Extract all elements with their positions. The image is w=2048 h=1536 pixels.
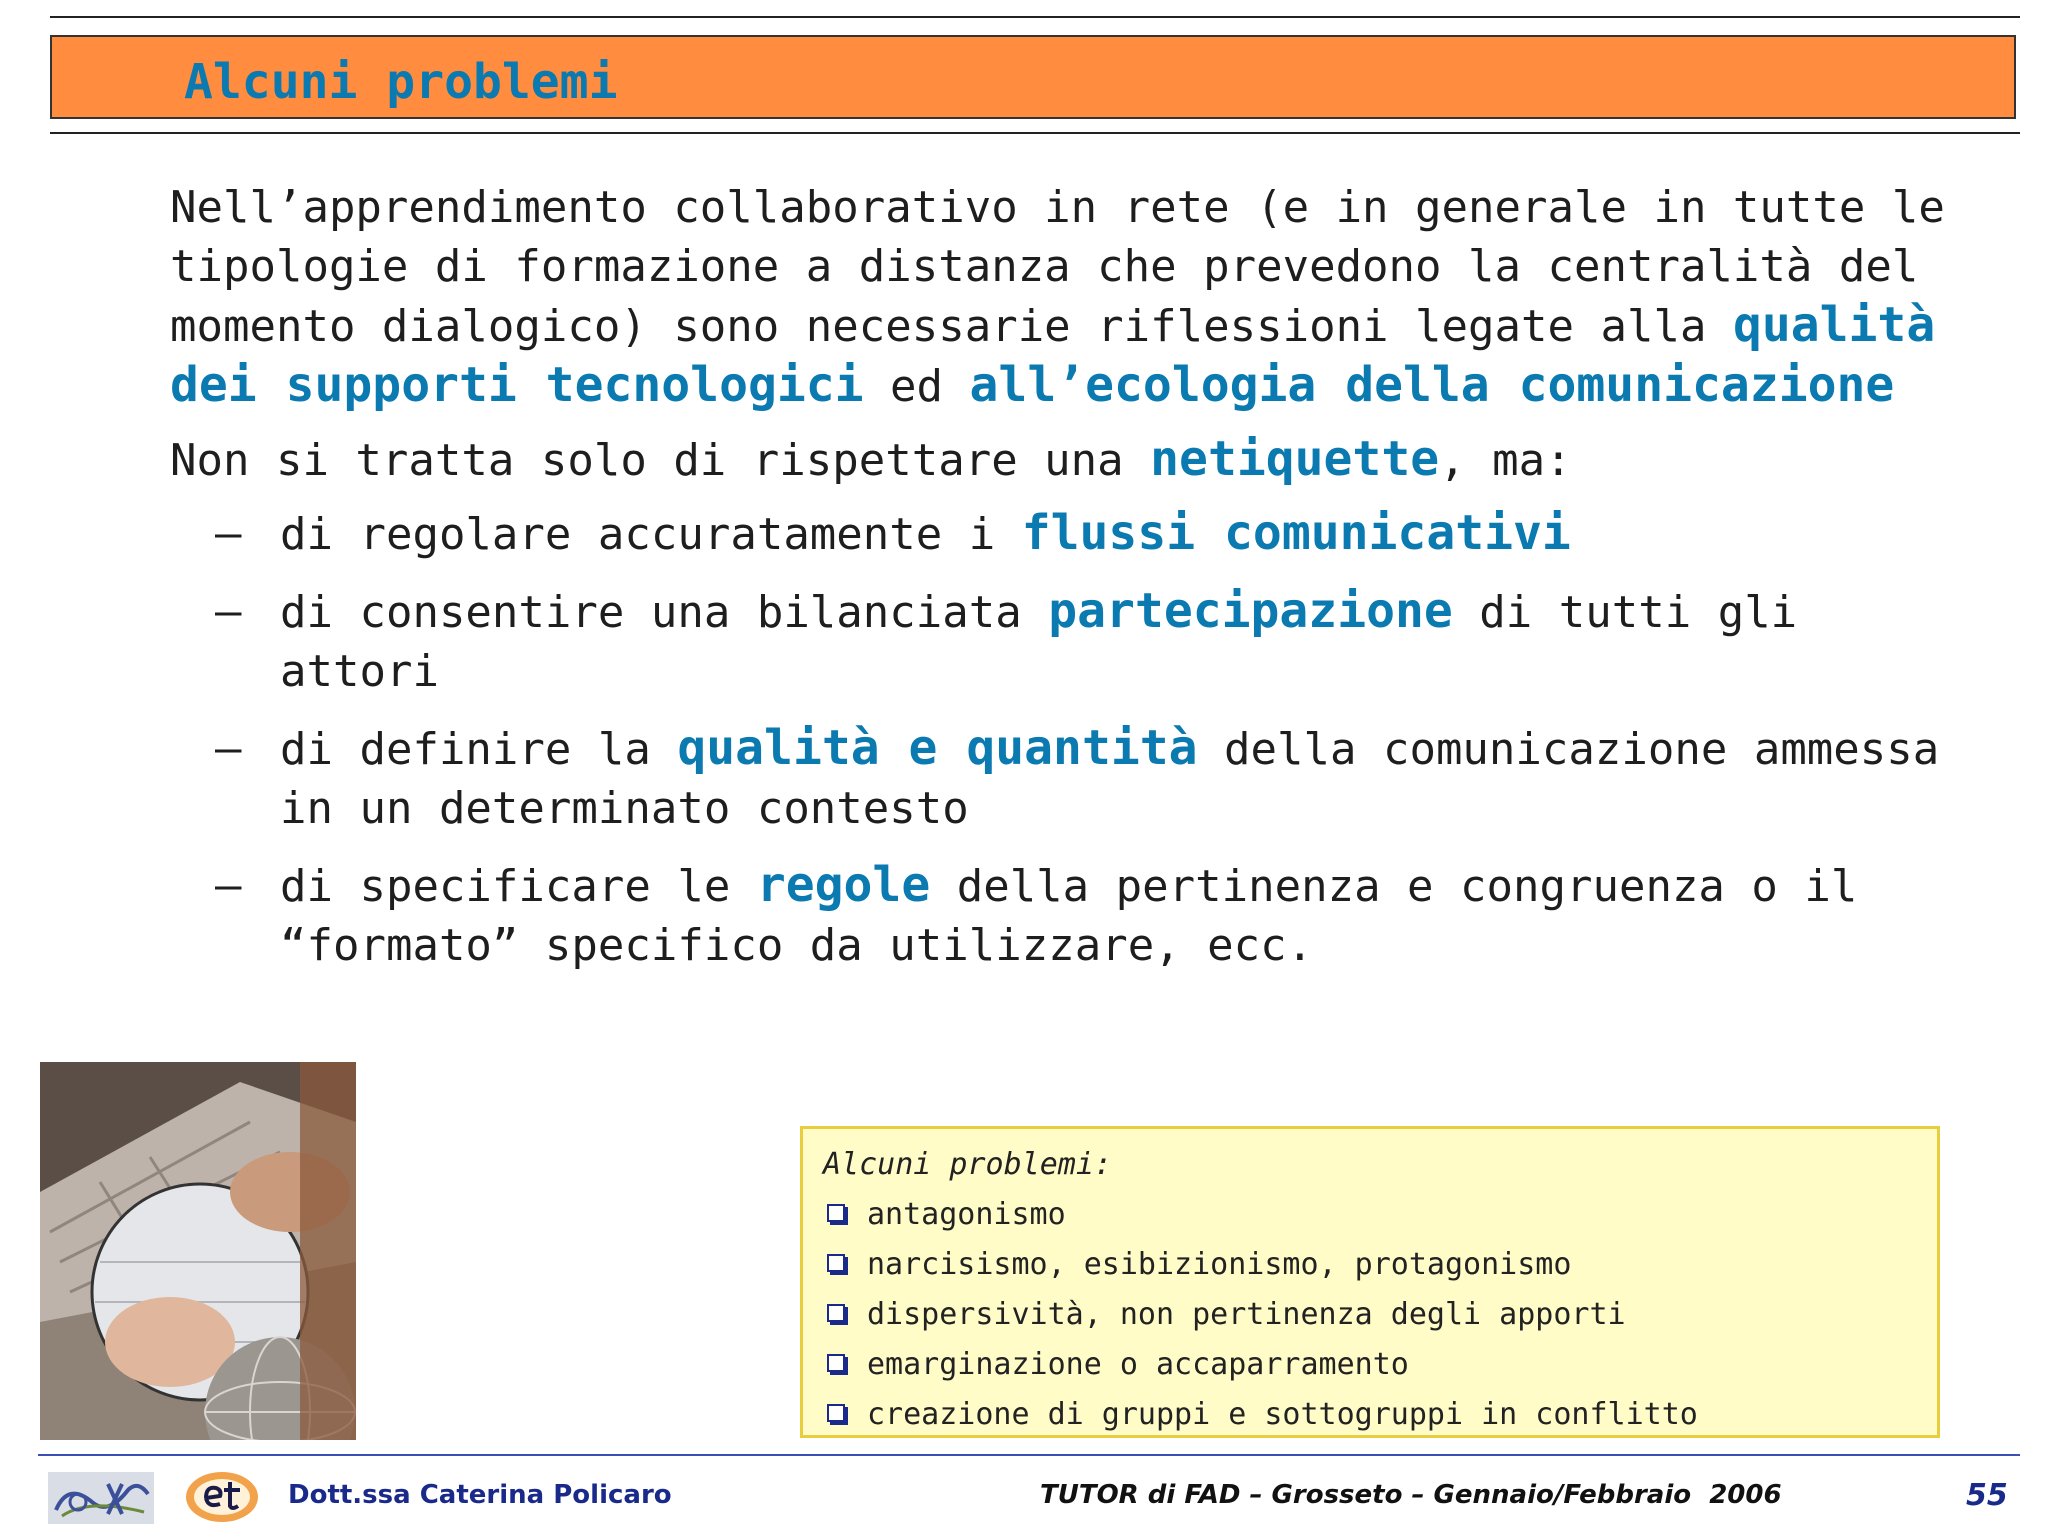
callout-item (823, 1296, 1917, 1346)
checkbox-bullet-icon (827, 1254, 845, 1272)
callout-item-text: narcisismo, esibizionismo, protagonismo (867, 1247, 1572, 1282)
intro-text-a: Nell’apprendimento collaborativo in rete (e in generale in tutte le tipologie di formazione a distanza che prevedono la centralità del momento dialogico) sono necessarie riflessioni legate alla (170, 182, 1972, 352)
bullet-text: di regolare accuratamente i (280, 509, 1022, 560)
bullet-text: di specificare le (280, 861, 757, 912)
callout-item (823, 1246, 1917, 1296)
footer (0, 1462, 2048, 1532)
callout-title: Alcuni problemi: (823, 1147, 1112, 1182)
bullet-text: di consentire una bilanciata (280, 587, 1049, 638)
page-number: 55 (1966, 1478, 2008, 1513)
slide-body (170, 178, 1970, 993)
bullet-item (170, 504, 1970, 564)
netiquette-text-a: Non si tratta solo di rispettare una (170, 435, 1151, 486)
ext-logo-icon (48, 1472, 154, 1524)
bullet-dash: – (215, 723, 242, 774)
highlight-supporti: qualità dei supporti tecnologici (170, 297, 1965, 413)
problems-callout (800, 1126, 1940, 1438)
bullet-text: della comunicazione ammessa in un determinato contesto (280, 724, 1966, 834)
netiquette-paragraph (170, 430, 1970, 490)
intro-text-b: ed (863, 361, 970, 412)
checkbox-bullet-icon (827, 1354, 845, 1372)
callout-item-text: antagonismo (867, 1197, 1066, 1232)
highlight-netiquette: netiquette (1150, 431, 1440, 487)
bullet-dash: – (215, 508, 242, 559)
highlight-ecologia: all’ecologia della comunicazione (969, 357, 1895, 413)
checkbox-bullet-icon (827, 1404, 845, 1422)
keyboard-hand-photo (40, 1062, 356, 1440)
title-underline-rule (50, 132, 2020, 134)
slide-title: Alcuni problemi (184, 54, 618, 110)
footer-author: Dott.ssa Caterina Policaro (288, 1480, 672, 1510)
footer-rule (38, 1454, 2020, 1456)
intro-paragraph (170, 178, 1970, 416)
bullet-text: di tutti gli attori (280, 587, 1824, 697)
top-rule (50, 16, 2020, 18)
bullet-highlight: regole (756, 857, 931, 913)
callout-item (823, 1396, 1917, 1446)
bullet-highlight: qualità e quantità (677, 720, 1198, 776)
bullet-text: della pertinenza e congruenza o il “formato” specifico da utilizzare, ecc. (280, 861, 1884, 971)
callout-item (823, 1196, 1917, 1246)
callout-item-text: creazione di gruppi e sottogruppi in conflitto (867, 1397, 1698, 1432)
callout-item-text: dispersività, non pertinenza degli apporti (867, 1297, 1626, 1332)
photo-illustration (40, 1062, 356, 1440)
bullet-highlight: flussi comunicativi (1021, 505, 1571, 561)
footer-course: TUTOR di FAD – Grosseto – Gennaio/Febbraio 2006 (1040, 1480, 1782, 1510)
bullet-dash: – (215, 860, 242, 911)
checkbox-bullet-icon (827, 1304, 845, 1322)
checkbox-bullet-icon (827, 1204, 845, 1222)
bullet-item (170, 582, 1970, 701)
callout-item-text: emarginazione o accaparramento (867, 1347, 1409, 1382)
bullet-text: di definire la (280, 724, 678, 775)
bullet-item (170, 719, 1970, 838)
netiquette-text-b: , ma: (1439, 435, 1572, 486)
bullet-item (170, 856, 1970, 975)
bullet-dash: – (215, 586, 242, 637)
callout-item (823, 1346, 1917, 1396)
title-bar (50, 35, 2016, 119)
et-logo-icon (182, 1468, 262, 1526)
bullet-highlight: partecipazione (1048, 583, 1453, 639)
